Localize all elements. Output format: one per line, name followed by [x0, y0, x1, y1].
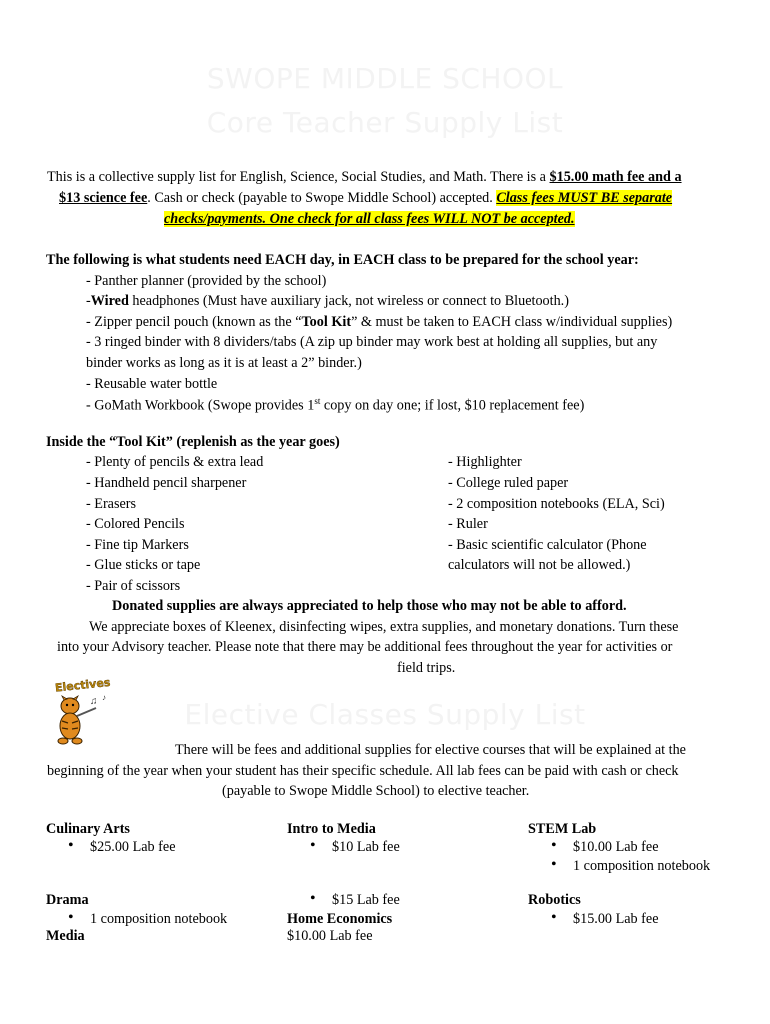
daily-item: - Panther planner (provided by the school): [86, 273, 327, 289]
electives-title: Elective Classes Supply List: [184, 698, 586, 731]
toolkit-item: - Highlighter: [448, 454, 522, 470]
math-fee: $15.00 math fee and a: [549, 169, 682, 185]
home-economics-fee: $10.00 Lab fee: [287, 928, 373, 944]
daily-item-text: headphones (Must have auxiliary jack, not wireless or connect to Bluetooth.): [128, 293, 569, 309]
toolkit-item: - Fine tip Markers: [86, 537, 189, 553]
intro-text: This is a collective supply list for English, Science, Social Studies, and Math. There is a: [47, 169, 550, 185]
dash: -: [86, 293, 91, 309]
toolkit-item: - Pair of scissors: [86, 578, 181, 594]
toolkit-heading: Inside the “Tool Kit” (replenish as the year goes): [46, 434, 340, 450]
toolkit-item-continued: calculators will not be allowed.): [448, 557, 631, 573]
toolkit-item: - Erasers: [86, 496, 137, 512]
daily-item-text: - GoMath Workbook (Swope provides 1: [86, 397, 315, 414]
donations-heading: Donated supplies are always appreciated to help those who may not be able to afford.: [112, 598, 627, 614]
intro-text: . Cash or check (payable to Swope Middle School) accepted.: [147, 190, 497, 206]
toolkit-item: - Plenty of pencils & extra lead: [86, 454, 264, 470]
electives-text: beginning of the year when your student has their specific schedule. All lab fees can be paid with cash or check: [47, 763, 679, 779]
electives-text: There will be fees and additional supplies for elective courses that will be explained at the: [175, 742, 686, 758]
media-heading: Media: [46, 928, 85, 944]
toolkit-item: - College ruled paper: [448, 475, 569, 491]
fee-warning: checks/payments. One check for all class fees WILL NOT be accepted.: [164, 211, 575, 227]
intro-line-2: [59, 190, 672, 207]
daily-item: [86, 293, 569, 310]
daily-heading: The following is what students need EACH day, in EACH class to be prepared for the school year:: [46, 252, 639, 268]
donations-text: We appreciate boxes of Kleenex, disinfecting wipes, extra supplies, and monetary donations. Turn these: [89, 619, 679, 635]
toolkit-item: - Basic scientific calculator (Phone: [448, 537, 647, 553]
science-fee: $13 science fee: [59, 190, 148, 206]
culinary-arts-item: • $25.00 Lab fee: [90, 839, 176, 856]
daily-item: - 3 ringed binder with 8 dividers/tabs (A zip up binder may work best at holding all supplies, but any: [86, 334, 658, 350]
electives-text: (payable to Swope Middle School) to elective teacher.: [222, 783, 530, 799]
svg-text:♫: ♫: [90, 696, 98, 707]
donations-text: into your Advisory teacher. Please note that there may be additional fees throughout the year for activities or: [57, 639, 673, 655]
daily-item-continued: binder works as long as it is at least a 2” binder.): [86, 355, 362, 371]
toolkit-item: - Handheld pencil sharpener: [86, 475, 247, 491]
wired-emphasis: Wired: [90, 293, 129, 309]
home-economics-heading: Home Economics: [287, 911, 393, 927]
robotics-heading: Robotics: [528, 892, 581, 908]
lab-fee-item: • $15 Lab fee: [332, 892, 400, 909]
intro-line-3: [164, 211, 575, 228]
stem-lab-item: • 1 composition notebook: [573, 858, 710, 875]
intro-to-media-heading: Intro to Media: [287, 821, 376, 837]
daily-item: - Reusable water bottle: [86, 376, 218, 392]
daily-item-text: - Zipper pencil pouch (known as the “: [86, 314, 302, 330]
intro-to-media-item: • $10 Lab fee: [332, 839, 400, 856]
superscript: st: [314, 396, 321, 406]
culinary-arts-heading: Culinary Arts: [46, 821, 130, 837]
donations-text: field trips.: [397, 660, 456, 676]
stem-lab-heading: STEM Lab: [528, 821, 597, 837]
daily-item-text: ” & must be taken to EACH class w/individual supplies): [351, 314, 673, 330]
intro-line-1: [47, 169, 682, 186]
tool-kit-emphasis: Tool Kit: [301, 314, 352, 330]
daily-item: [86, 396, 584, 415]
svg-text:Electives: Electives: [54, 676, 111, 695]
toolkit-item: - Colored Pencils: [86, 516, 185, 532]
drama-heading: Drama: [46, 892, 89, 908]
toolkit-item: - Ruler: [448, 516, 488, 532]
drama-item: • 1 composition notebook: [90, 911, 227, 928]
svg-text:♪: ♪: [102, 693, 106, 702]
page-subtitle: Core Teacher Supply List: [206, 106, 564, 139]
toolkit-item: - Glue sticks or tape: [86, 557, 201, 573]
stem-lab-item: • $10.00 Lab fee: [573, 839, 659, 856]
robotics-item: • $15.00 Lab fee: [573, 911, 659, 928]
page-title: SWOPE MIDDLE SCHOOL: [206, 62, 564, 95]
toolkit-item: - 2 composition notebooks (ELA, Sci): [448, 496, 665, 512]
daily-item-text: copy on day one; if lost, $10 replacement fee): [320, 397, 585, 414]
fee-warning: Class fees MUST BE separate: [496, 190, 673, 206]
daily-item: [86, 314, 672, 331]
